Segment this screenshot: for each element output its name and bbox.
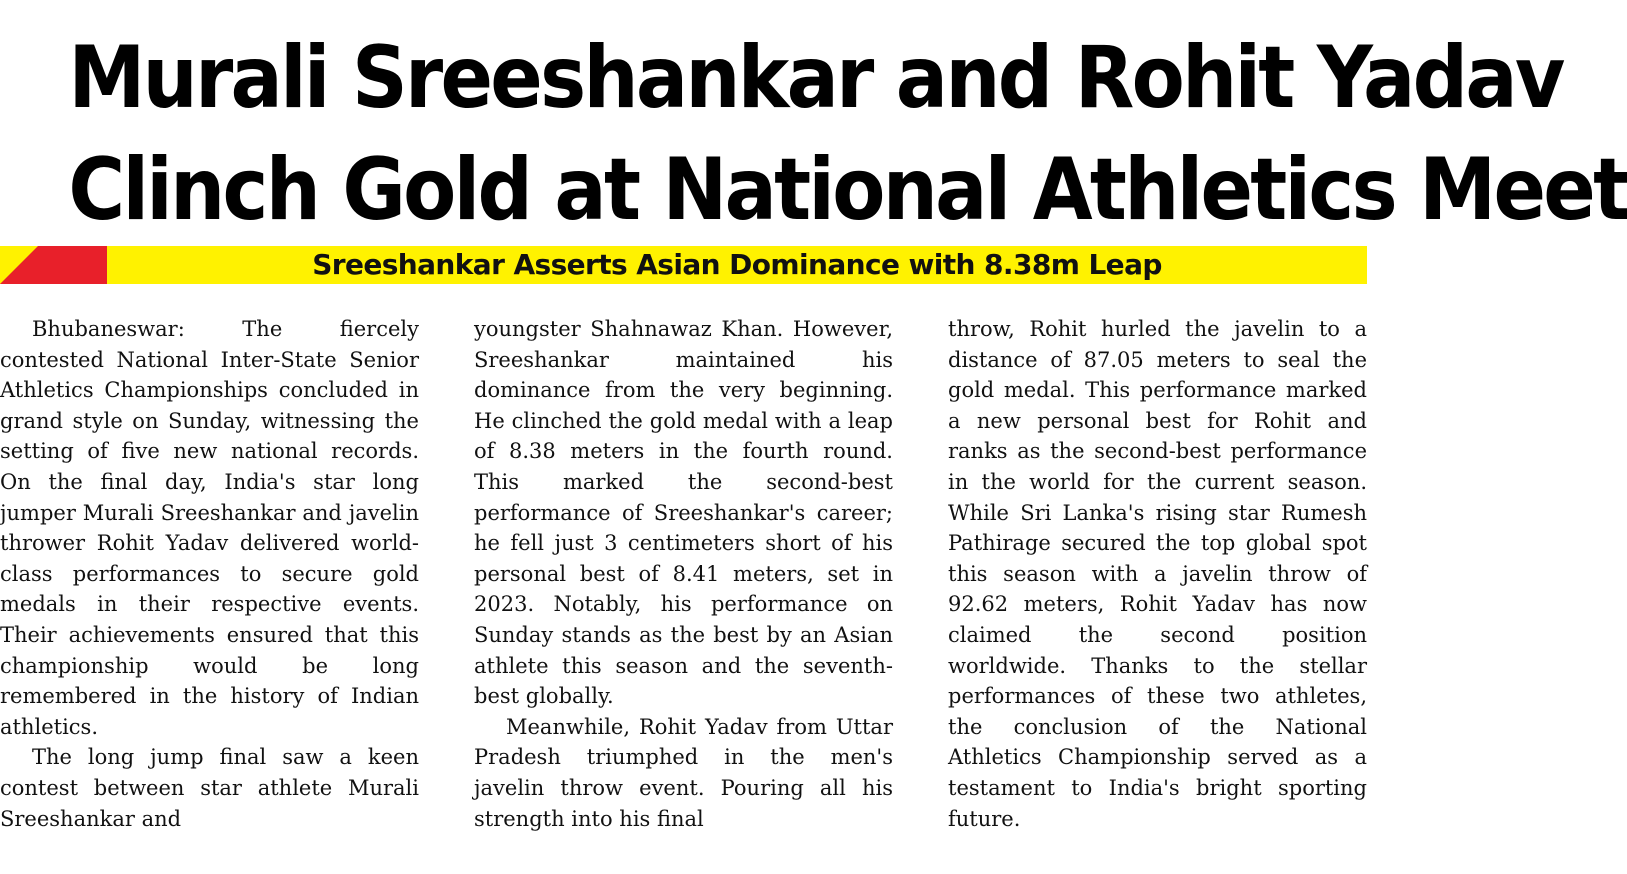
article-body	[0, 314, 1367, 874]
headline-line-1: Murali Sreeshankar and Rohit Yadav	[68, 28, 1563, 128]
article-column-1	[0, 314, 419, 834]
headline	[68, 22, 1627, 246]
article-column-2	[474, 314, 893, 834]
paragraph-continued: throw, Rohit hurled the javelin to a distance of 87.05 meters to seal the gold medal. This performance marked a new personal best for Rohit and ranks as the second-best performance in the world for the current season. While Sri Lanka's rising star Rumesh Pathirage secured the top global spot this season with a javelin throw of 92.62 meters, Rohit Yadav has now claimed the second position worldwide. Thanks to the stellar performances of these two athletes, the conclusion of the National Athletics Championship served as a testament to India's bright sporting future.	[948, 317, 1367, 831]
headline-line-2: Clinch Gold at National Athletics Meet	[68, 140, 1627, 240]
paragraph: Bhubaneswar: The fiercely contested National Inter-State Senior Athletics Championships concluded in grand style on Sunday, witnessing the setting of five new national records. On the final day, India's star long jumper Murali Sreeshankar and javelin thrower Rohit Yadav delivered world-class performances to secure gold medals in their respective events. Their achievements ensured that this championship would be long remembered in the history of Indian athletics.	[0, 317, 419, 739]
article-column-3	[948, 314, 1367, 834]
banner-red-accent	[0, 246, 107, 284]
subheadline: Sreeshankar Asserts Asian Dominance with 8.38m Leap	[312, 248, 1162, 281]
paragraph: Meanwhile, Rohit Yadav from Uttar Pradesh triumphed in the men's javelin throw event. Pouring all his strength into his final	[474, 714, 893, 831]
subheadline-banner	[0, 246, 1367, 284]
paragraph-continued: youngster Shahnawaz Khan. However, Sreeshankar maintained his dominance from the very beginning. He clinched the gold medal with a leap of 8.38 meters in the fourth round. This marked the second-best performance of Sreeshankar's career; he fell just 3 centimeters short of his personal best of 8.41 meters, set in 2023. Notably, his performance on Sunday stands as the best by an Asian athlete this season and the seventh-best globally.	[474, 317, 893, 709]
paragraph: The long jump final saw a keen contest between star athlete Murali Sreeshankar and	[0, 745, 419, 831]
